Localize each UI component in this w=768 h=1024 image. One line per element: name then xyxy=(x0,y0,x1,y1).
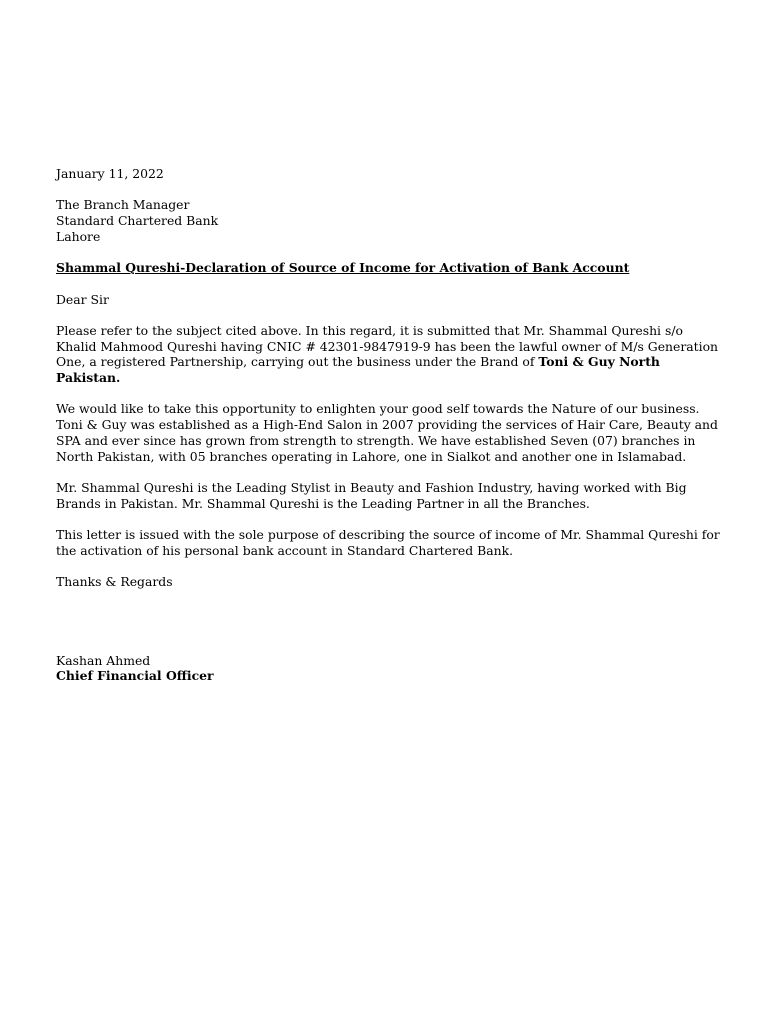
paragraph-4: This letter is issued with the sole purpose of describing the source of income of Mr. Shammal Qureshi for the activation of his personal bank account in Standard Chartered Bank. xyxy=(56,527,720,558)
recipient-line-2: Standard Chartered Bank xyxy=(56,213,219,229)
signatory-title: Chief Financial Officer xyxy=(56,668,214,684)
recipient-line-3: Lahore xyxy=(56,228,101,244)
salutation: Dear Sir xyxy=(56,291,109,307)
closing: Thanks & Regards xyxy=(56,574,173,590)
recipient-line-1: The Branch Manager xyxy=(56,197,190,213)
brand-name: Toni & Guy North Pakistan. xyxy=(56,354,660,386)
signatory-name: Kashan Ahmed xyxy=(56,652,151,668)
paragraph-3: Mr. Shammal Qureshi is the Leading Stylist in Beauty and Fashion Industry, having worked with Big Brands in Pakistan. Mr. Shammal Qureshi is the Leading Partner in all the Branches. xyxy=(56,479,687,511)
paragraph-1-text: Please refer to the subject cited above. In this regard, it is submitted that Mr. Shammal Qureshi s/o Khalid Mahmood Qureshi having CNIC # 42301-9847919-9 has been the lawful owner of M/s Generation One, a registered Partnership, carrying out the business under the Brand of xyxy=(56,322,719,370)
letter-date: January 11, 2022 xyxy=(56,166,164,181)
recipient-block xyxy=(56,197,722,244)
letter-subject: Shammal Qureshi-Declaration of Source of Income for Activation of Bank Account xyxy=(56,260,630,276)
letter-body xyxy=(56,166,722,684)
paragraph-1 xyxy=(56,323,722,386)
paragraph-2: We would like to take this opportunity to enlighten your good self towards the Nature of our business. Toni & Guy was established as a High-End Salon in 2007 providing the services of Hair Care, Beauty and SPA and ever since has grown from strength to strength. We have established Seven (07) branches in North Pakistan, with 05 branches operating in Lahore, one in Sialkot and another one in Islamabad. xyxy=(56,401,718,464)
